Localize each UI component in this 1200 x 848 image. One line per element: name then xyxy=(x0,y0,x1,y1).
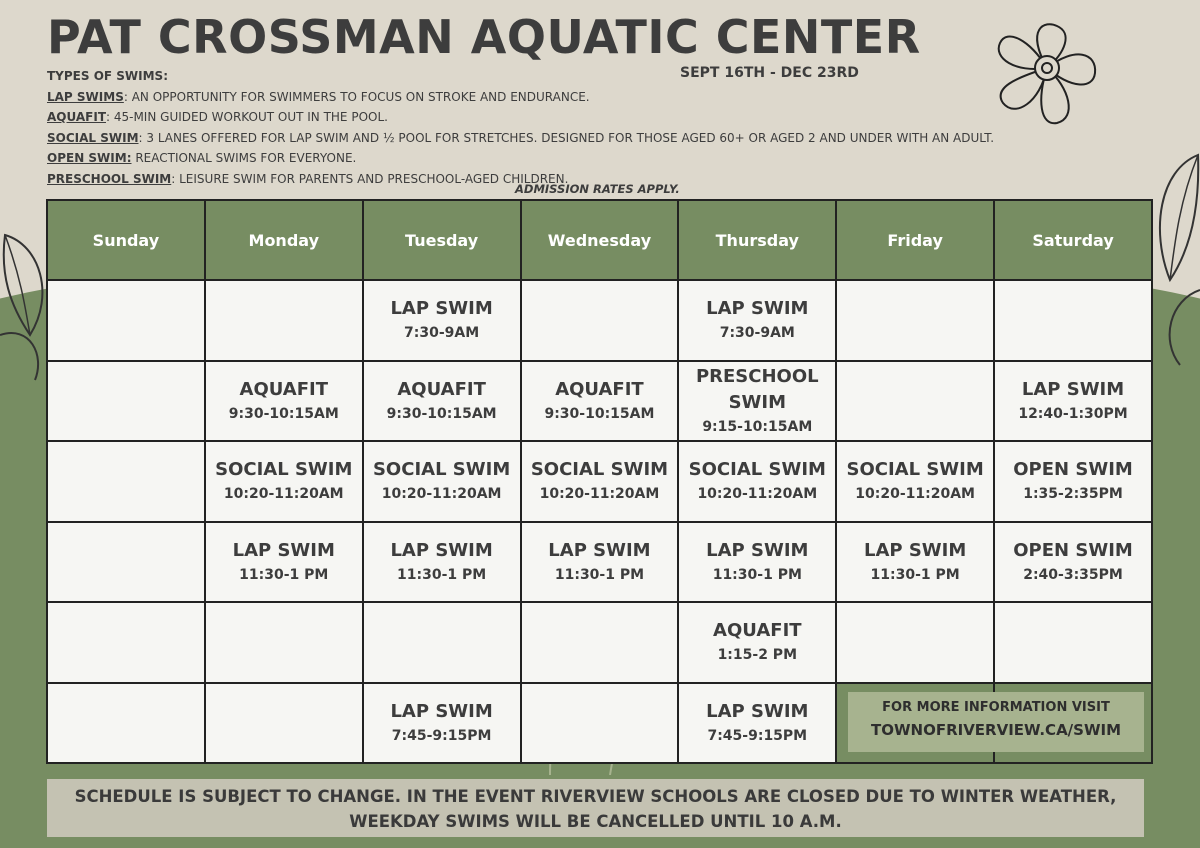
swim-type-item xyxy=(47,148,994,169)
day-header-tuesday: Tuesday xyxy=(363,200,521,280)
session-name: AQUAFIT xyxy=(397,378,486,400)
schedule-cell xyxy=(836,441,994,522)
schedule-cell xyxy=(836,522,994,603)
session-name: LAP SWIM xyxy=(232,539,335,561)
swim-type-desc: : 3 LANES OFFERED FOR LAP SWIM AND ½ POOL FOR STRETCHES. DESIGNED FOR THOSE AGED 60+ OR AGED 2 AND UNDER WITH AN ADULT. xyxy=(138,130,995,145)
session-name: LAP SWIM xyxy=(706,700,809,722)
session-time: 10:20-11:20AM xyxy=(539,486,660,503)
swim-type-desc: : 45-MIN GUIDED WORKOUT OUT IN THE POOL. xyxy=(106,110,388,124)
session-time: 11:30-1 PM xyxy=(712,566,802,583)
schedule-cell xyxy=(363,522,521,603)
session-name: AQUAFIT xyxy=(555,378,644,400)
session-time: 7:30-9AM xyxy=(719,325,795,342)
session-name: SOCIAL SWIM xyxy=(846,459,984,481)
schedule-cell xyxy=(47,522,205,603)
session-time: 11:30-1 PM xyxy=(870,566,960,583)
swim-type-term: AQUAFIT xyxy=(47,110,106,124)
schedule-cell xyxy=(994,280,1152,361)
session-time: 12:40-1:30PM xyxy=(1018,405,1128,422)
session-name: LAP SWIM xyxy=(390,539,493,561)
schedule-cell xyxy=(994,361,1152,442)
more-info-url: TOWNOFRIVERVIEW.CA/SWIM xyxy=(870,721,1122,739)
schedule-row xyxy=(47,602,1152,683)
day-header-wednesday: Wednesday xyxy=(521,200,679,280)
schedule-row xyxy=(47,280,1152,361)
swim-types-heading: TYPES OF SWIMS: xyxy=(47,69,168,83)
session-time: 10:20-11:20AM xyxy=(697,486,818,503)
page-title: PAT CROSSMAN AQUATIC CENTER xyxy=(47,10,921,64)
session-time: 7:30-9AM xyxy=(404,325,480,342)
schedule-cell xyxy=(678,361,836,442)
schedule-cell xyxy=(363,441,521,522)
session-time: 11:30-1 PM xyxy=(397,566,487,583)
session-name: LAP SWIM xyxy=(706,298,809,320)
session-time: 9:15-10:15AM xyxy=(702,418,813,435)
schedule-cell xyxy=(678,280,836,361)
day-header-monday: Monday xyxy=(205,200,363,280)
schedule-cell xyxy=(994,522,1152,603)
session-time: 10:20-11:20AM xyxy=(381,486,502,503)
session-name: LAP SWIM xyxy=(390,700,493,722)
schedule-cell xyxy=(205,683,363,764)
session-name: SOCIAL SWIM xyxy=(372,459,511,481)
swim-types-legend xyxy=(47,66,994,189)
schedule-row xyxy=(47,361,1152,442)
session-name: SOCIAL SWIM xyxy=(215,459,353,481)
swim-type-term: LAP SWIMS xyxy=(47,89,124,104)
schedule-cell xyxy=(47,441,205,522)
schedule-cell xyxy=(205,441,363,522)
schedule-cell xyxy=(994,441,1152,522)
more-info-label: FOR MORE INFORMATION VISIT xyxy=(882,700,1110,715)
session-name: AQUAFIT xyxy=(713,620,802,642)
session-time: 1:15-2 PM xyxy=(717,647,798,664)
session-name: LAP SWIM xyxy=(1021,378,1125,400)
schedule-cell xyxy=(363,602,521,683)
session-name: SOCIAL SWIM xyxy=(530,459,669,481)
schedule-row xyxy=(47,441,1152,522)
schedule-cell xyxy=(47,683,205,764)
day-header-thursday: Thursday xyxy=(678,200,836,280)
schedule-cell xyxy=(836,280,994,361)
swim-type-item xyxy=(47,107,994,128)
session-name: LAP SWIM xyxy=(548,539,651,561)
schedule-table xyxy=(46,199,1153,764)
schedule-cell xyxy=(521,683,679,764)
schedule-cell xyxy=(205,602,363,683)
session-time: 9:30-10:15AM xyxy=(544,405,655,422)
schedule-cell xyxy=(363,683,521,764)
disclaimer-line-2: WEEKDAY SWIMS WILL BE CANCELLED UNTIL 10 A.M. xyxy=(349,812,842,831)
schedule-cell xyxy=(678,602,836,683)
session-time: 9:30-10:15AM xyxy=(386,405,497,422)
schedule-cell xyxy=(521,361,679,442)
day-header-saturday: Saturday xyxy=(994,200,1152,280)
swim-type-desc: : AN OPPORTUNITY FOR SWIMMERS TO FOCUS ON STROKE AND ENDURANCE. xyxy=(123,89,590,104)
session-name: LAP SWIM xyxy=(706,539,809,561)
schedule-cell xyxy=(363,280,521,361)
swim-type-item xyxy=(47,128,994,149)
admission-note: ADMISSION RATES APPLY. xyxy=(515,182,680,196)
schedule-cell xyxy=(836,361,994,442)
right-leaf-decoration-icon xyxy=(1150,150,1200,370)
swim-type-item xyxy=(47,87,994,108)
schedule-body xyxy=(47,280,1152,763)
swim-type-desc: REACTIONAL SWIMS FOR EVERYONE. xyxy=(131,151,357,165)
schedule-row xyxy=(47,522,1152,603)
schedule-cell xyxy=(205,280,363,361)
schedule-cell xyxy=(521,441,679,522)
session-name: AQUAFIT xyxy=(239,378,329,400)
session-name: OPEN SWIM xyxy=(1013,539,1133,561)
schedule-cell xyxy=(47,361,205,442)
schedule-cell xyxy=(521,280,679,361)
schedule-cell xyxy=(521,602,679,683)
schedule-cell xyxy=(678,683,836,764)
season-dates: SEPT 16TH - DEC 23RD xyxy=(680,65,859,81)
schedule-cell xyxy=(836,602,994,683)
session-name: PRESCHOOL SWIM xyxy=(695,365,819,413)
day-header-sunday: Sunday xyxy=(47,200,205,280)
swim-type-desc: : LEISURE SWIM FOR PARENTS AND PRESCHOOL-AGED CHILDREN. xyxy=(171,171,569,186)
schedule-cell xyxy=(205,361,363,442)
schedule-header-row xyxy=(47,200,1152,280)
session-time: 11:30-1 PM xyxy=(239,566,329,583)
schedule-cell xyxy=(47,280,205,361)
swim-type-term: PRESCHOOL SWIM xyxy=(47,171,172,186)
swim-type-term: SOCIAL SWIM xyxy=(47,130,139,145)
session-time: 7:45-9:15PM xyxy=(391,727,492,744)
session-time: 10:20-11:20AM xyxy=(223,486,344,503)
schedule-disclaimer xyxy=(47,779,1144,837)
schedule-cell xyxy=(678,441,836,522)
session-name: SOCIAL SWIM xyxy=(688,459,826,481)
session-time: 7:45-9:15PM xyxy=(707,727,808,744)
session-time: 2:40-3:35PM xyxy=(1023,566,1123,583)
session-name: OPEN SWIM xyxy=(1013,459,1133,481)
session-time: 9:30-10:15AM xyxy=(228,405,339,422)
session-time: 10:20-11:20AM xyxy=(855,486,975,503)
session-name: LAP SWIM xyxy=(390,298,493,320)
flower-icon xyxy=(985,18,1110,133)
schedule-cell xyxy=(994,602,1152,683)
disclaimer-line-1: SCHEDULE IS SUBJECT TO CHANGE. IN THE EVENT RIVERVIEW SCHOOLS ARE CLOSED DUE TO WINTER WEATHER, xyxy=(74,787,1117,806)
schedule-cell xyxy=(363,361,521,442)
more-info-box xyxy=(848,692,1144,752)
session-time: 1:35-2:35PM xyxy=(1023,486,1123,503)
session-name: LAP SWIM xyxy=(863,539,967,561)
schedule-cell xyxy=(205,522,363,603)
schedule-cell xyxy=(521,522,679,603)
day-header-friday: Friday xyxy=(836,200,994,280)
schedule-cell xyxy=(47,602,205,683)
schedule-cell xyxy=(678,522,836,603)
swim-type-term: OPEN SWIM: xyxy=(47,151,132,165)
session-time: 11:30-1 PM xyxy=(554,566,645,583)
